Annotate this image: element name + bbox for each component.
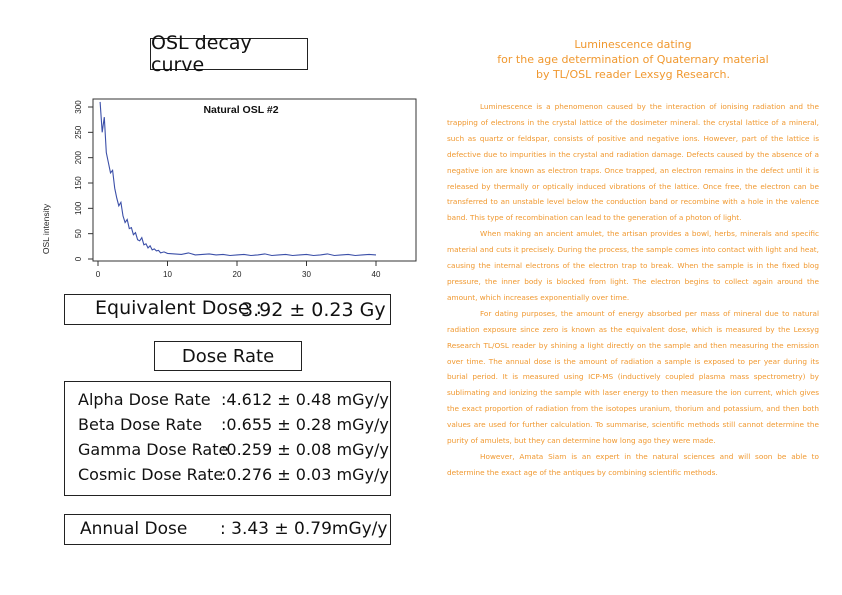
equivalent-dose-value: 3.92 ± 0.23 Gy	[241, 299, 386, 321]
y-tick-label: 150	[74, 176, 84, 190]
x-tick-label: 0	[95, 270, 101, 279]
dose-rate-name: Alpha Dose Rate	[78, 390, 211, 409]
y-tick-label: 100	[74, 201, 84, 216]
article-paragraph: For dating purposes, the amount of energy absorbed per mass of mineral due to natural radiation exposure since zero is known as the equivalent dose, which is measured by the Lexsyg Research TL/OSL reader by shining a light directly on the sample and then measuring the emission over time. The annual dose is the amount of radiation a sample is exposed to per year during its burial period. It is measured using ICP-MS (inductively coupled plasma mass spectrometry) by sublimating and ionizing the sample with laser energy to then measure the ion current, which gives the exact proportion of radiation from the isotopes uranium, thorium and potassium, and then both values are used for further calculation. To summarise, scientific methods still cannot determine the purity of amulets, but they can determine how long ago they were made.	[447, 308, 819, 446]
x-tick-label: 10	[163, 270, 172, 279]
dose-rate-title: Dose Rate	[154, 341, 302, 371]
x-tick-label: 40	[371, 270, 381, 279]
article-heading-line: by TL/OSL reader Lexsyg Research.	[535, 68, 731, 81]
article-heading-line: Luminescence dating	[574, 38, 692, 51]
dose-rate-value: :0.655 ± 0.28 mGy/y	[221, 415, 389, 434]
dose-rate-name: Beta Dose Rate	[78, 415, 203, 434]
equivalent-dose-box	[64, 294, 391, 325]
dose-rate-name: Cosmic Dose Rate	[78, 465, 224, 484]
article-paragraph: When making an ancient amulet, the artisan provides a bowl, herbs, minerals and specific material and cuts it precisely. During the process, the sample comes into contact with light and heat, causing the internal electrons of the electron trap to break. When the sample is in the fixed blog pressure, the inner body is blocked from light. The electron begins to collect again around the amount, which increases exponentially over time.	[447, 229, 819, 302]
annual-dose-box	[64, 514, 391, 545]
article-paragraph: Luminescence is a phenomenon caused by the interaction of ionising radiation and the trapping of electrons in the crystal lattice of the dosimeter mineral. the crystal lattice of a mineral, such as quartz or feldspar, consists of positive and negative ions. However, part of the lattice is defective due to impurities in the crystal and radiation damage. Defects caused by the absence of a negative ion are known as electron traps. Once trapped, an electron remains in the defect until it is released by thermally or optically induced vibrations of the lattice. Once free, the electron can be transferred to an unstable level below the conduction band or recombine with a hole in the valence band. This type of recombination can lead to the generation of a photon of light.	[447, 102, 819, 223]
dose-rate-value: :0.276 ± 0.03 mGy/y	[221, 465, 389, 484]
dose-rate-name: Gamma Dose Rate	[78, 440, 229, 459]
decay-curve-title: OSL decay curve	[150, 38, 308, 70]
osl-decay-chart-svg	[36, 94, 386, 296]
article-heading-line: for the age determination of Quaternary material	[497, 53, 769, 66]
dose-rate-value: :0.259 ± 0.08 mGy/y	[221, 440, 389, 459]
x-tick-label: 20	[232, 270, 242, 279]
article-body	[447, 99, 819, 481]
y-tick-label: 50	[74, 229, 84, 239]
article-heading	[438, 37, 828, 82]
dose-rate-value: :4.612 ± 0.48 mGy/y	[221, 390, 389, 409]
y-axis-label: OSL intensity	[41, 203, 51, 255]
dose-rates-box	[64, 381, 391, 496]
equivalent-dose-label: Equivalent Dose :	[95, 297, 263, 319]
annual-dose-label: Annual Dose	[80, 519, 188, 539]
y-tick-label: 200	[74, 150, 84, 165]
y-tick-label: 0	[74, 256, 84, 262]
y-tick-label: 300	[74, 100, 84, 114]
annual-dose-value: : 3.43 ± 0.79mGy/y	[220, 519, 388, 539]
x-tick-label: 30	[302, 270, 311, 279]
article-paragraph: However, Amata Siam is an expert in the natural sciences and will soon be able to determine the exact age of the antiques by combining scientific methods.	[447, 451, 819, 477]
osl-series-line	[100, 102, 376, 256]
osl-decay-chart	[36, 94, 386, 296]
chart-title: Natural OSL #2	[203, 104, 279, 116]
plot-frame	[93, 99, 416, 261]
y-tick-label: 250	[74, 125, 84, 140]
